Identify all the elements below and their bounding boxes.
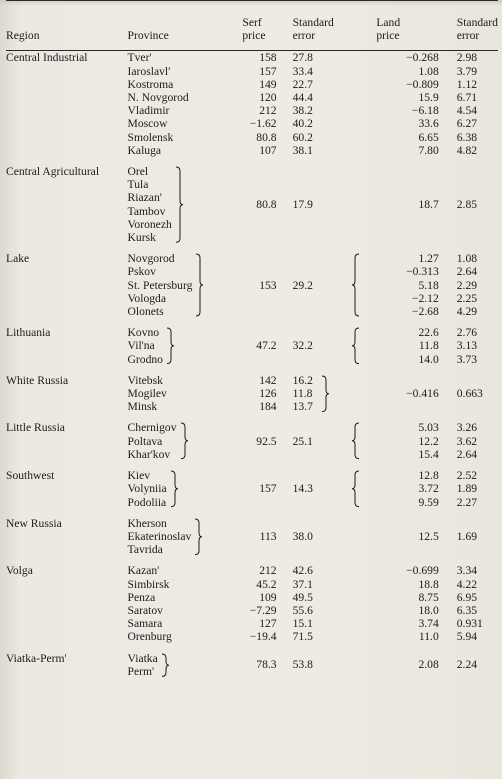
land-standard-error-cell: 2.98 — [456, 51, 478, 65]
land-price-cell: 15.4 — [418, 447, 439, 461]
table-body — [6, 51, 498, 678]
province-cell: Viatka — [127, 651, 158, 665]
serf-standard-error-cell: 14.3 — [292, 482, 313, 496]
region-cell — [6, 104, 128, 117]
region-cell — [6, 543, 128, 556]
land-standard-error-cell: 3.62 — [456, 434, 478, 448]
table-row — [6, 51, 498, 65]
land-standard-error-cell: 5.94 — [456, 630, 478, 644]
table-row — [6, 131, 498, 144]
province-cell: Kaluga — [127, 143, 162, 157]
serf-standard-error-cell: 60.2 — [292, 130, 313, 144]
land-price-cell: 18.0 — [418, 603, 439, 617]
land-price-cell: 22.6 — [418, 326, 439, 340]
land-standard-error-cell: 2.52 — [456, 469, 478, 483]
serf-standard-error-cell: 33.4 — [292, 64, 313, 78]
region-cell — [6, 578, 128, 591]
serf-standard-error-cell: 38.1 — [292, 143, 313, 157]
group-spacer — [6, 556, 498, 564]
serf-standard-error-cell: 71.5 — [292, 630, 313, 644]
region-cell — [6, 604, 128, 617]
serf-price-cell: 184 — [259, 400, 277, 414]
table-row — [6, 326, 498, 339]
province-cell: Pskov — [127, 265, 156, 279]
serf-standard-error-cell: 53.8 — [292, 658, 313, 672]
land-price-cell: 5.18 — [418, 278, 439, 292]
land-price-cell: −0.313 — [406, 265, 439, 279]
province-cell: Tula — [127, 178, 149, 192]
land-standard-error-cell: 6.38 — [456, 130, 478, 144]
header-serf-standard-error: Standard — [292, 16, 334, 29]
land-standard-error-cell: 2.24 — [456, 658, 478, 672]
region-cell — [6, 144, 128, 157]
land-standard-error-cell: 3.73 — [456, 352, 478, 366]
header-region: Region — [6, 29, 128, 51]
region-cell: Lithuania — [6, 326, 51, 340]
region-cell — [6, 65, 128, 78]
region-cell — [6, 279, 128, 292]
serf-price-cell: 47.2 — [256, 339, 277, 353]
land-standard-error-cell: 1.12 — [456, 77, 478, 91]
province-cell: Samara — [127, 617, 163, 631]
serf-standard-error-cell: 38.2 — [292, 104, 313, 118]
serf-standard-error-cell: 11.8 — [292, 387, 313, 401]
land-price-cell: 1.27 — [418, 252, 439, 266]
table-row — [6, 469, 498, 482]
land-price-cell: 18.7 — [418, 198, 439, 212]
land-price-cell: 1.08 — [418, 64, 439, 78]
land-price-cell: 8.75 — [418, 590, 439, 604]
province-cell: Volyniia — [127, 482, 167, 496]
province-cell: Podoliia — [127, 495, 167, 509]
group-spacer — [6, 461, 498, 469]
serf-standard-error-cell: 25.1 — [292, 434, 313, 448]
group-spacer — [6, 157, 498, 165]
header-row-2 — [6, 29, 498, 51]
land-price-cell: 3.74 — [418, 617, 439, 631]
land-standard-error-cell: 2.64 — [456, 447, 478, 461]
table-row — [6, 117, 498, 130]
land-price-cell: 9.59 — [418, 495, 439, 509]
land-price-cell: −2.12 — [411, 291, 439, 305]
region-cell — [6, 630, 128, 643]
land-standard-error-cell: 6.27 — [456, 117, 478, 131]
province-cell: Olonets — [127, 305, 164, 319]
land-standard-error-cell: 6.71 — [456, 91, 478, 105]
serf-price-cell: 212 — [259, 104, 277, 118]
serf-price-cell: 153 — [259, 278, 277, 292]
land-price-cell: 11.0 — [418, 630, 439, 644]
serf-standard-error-cell: 55.6 — [292, 603, 313, 617]
land-price-cell: 15.9 — [418, 91, 439, 105]
land-standard-error-cell: 6.95 — [456, 590, 478, 604]
region-cell: Central Agricultural — [6, 165, 100, 179]
province-cell: Kazan' — [127, 564, 160, 578]
header-land-price-line2: price — [348, 29, 448, 51]
land-price-cell: 33.6 — [418, 117, 439, 131]
serf-standard-error-cell: 44.4 — [292, 91, 313, 105]
serf-price-cell: 107 — [259, 143, 277, 157]
table-row — [6, 591, 498, 604]
serf-price-cell: 126 — [259, 387, 277, 401]
land-standard-error-cell: 4.29 — [456, 305, 478, 319]
group-spacer — [6, 413, 498, 421]
region-cell — [6, 78, 128, 91]
region-cell: White Russia — [6, 373, 69, 387]
land-price-cell: 6.65 — [418, 130, 439, 144]
serf-price-cell: 157 — [259, 482, 277, 496]
table-row — [6, 604, 498, 617]
land-price-cell: 7.80 — [418, 143, 439, 157]
land-standard-error-cell: 4.82 — [456, 143, 478, 157]
land-standard-error-cell: 2.85 — [456, 198, 478, 212]
province-cell: Riazan' — [127, 191, 162, 205]
serf-land-price-table — [6, 0, 498, 678]
serf-price-cell: 158 — [259, 51, 277, 65]
serf-standard-error-cell: 13.7 — [292, 400, 313, 414]
table-row — [6, 578, 498, 591]
serf-price-cell: −19.4 — [249, 630, 277, 644]
region-cell: Viatka-Perm' — [6, 651, 67, 665]
land-standard-error-cell: 1.89 — [456, 482, 478, 496]
province-cell: Moscow — [127, 117, 168, 131]
land-price-cell: −0.699 — [406, 564, 439, 578]
region-cell — [6, 205, 128, 218]
header-serf-price: Serf — [242, 16, 262, 29]
province-cell: Iaroslavl' — [127, 64, 171, 78]
province-cell: Vologda — [127, 291, 166, 305]
province-cell: Vladimir — [127, 104, 170, 118]
region-cell — [6, 665, 128, 678]
serf-standard-error-cell: 22.7 — [292, 77, 313, 91]
province-cell: Grodno — [127, 352, 163, 366]
province-cell: Minsk — [127, 400, 158, 414]
region-cell — [6, 131, 128, 144]
serf-price-cell: 113 — [259, 529, 277, 543]
table-row — [6, 78, 498, 91]
region-cell — [6, 387, 128, 400]
province-cell: Kursk — [127, 231, 156, 245]
region-cell — [6, 400, 128, 413]
table-row — [6, 617, 498, 630]
header-land-price: Land — [376, 16, 401, 29]
province-cell: Kovno — [127, 326, 160, 340]
header-row-1 — [6, 16, 498, 29]
province-cell: Kherson — [127, 516, 167, 530]
land-standard-error-cell: 3.34 — [456, 564, 478, 578]
land-price-cell: 5.03 — [418, 421, 439, 435]
serf-price-cell: 127 — [259, 617, 277, 631]
serf-standard-error-cell: 37.1 — [292, 577, 313, 591]
serf-standard-error-cell: 17.9 — [292, 198, 313, 212]
region-cell: Southwest — [6, 469, 55, 483]
table-row — [6, 421, 498, 434]
province-cell: N. Novgorod — [127, 91, 189, 105]
serf-standard-error-cell: 15.1 — [292, 617, 313, 631]
land-price-cell: −0.416 — [406, 387, 439, 401]
group-spacer — [6, 366, 498, 374]
table-row — [6, 104, 498, 117]
serf-price-cell: 80.8 — [256, 198, 277, 212]
region-cell — [6, 617, 128, 630]
land-price-cell: 18.8 — [418, 577, 439, 591]
header-land-standard-error: Standard — [456, 16, 498, 29]
land-standard-error-cell: 3.13 — [456, 339, 478, 353]
region-cell — [6, 353, 128, 366]
group-spacer — [6, 509, 498, 517]
province-cell: Smolensk — [127, 130, 174, 144]
land-standard-error-cell: 0.931 — [456, 617, 483, 631]
table-row — [6, 165, 498, 178]
serf-price-cell: 45.2 — [256, 577, 277, 591]
serf-price-cell: 212 — [259, 564, 277, 578]
region-cell — [6, 496, 128, 509]
serf-price-cell: 120 — [259, 91, 277, 105]
province-cell: Tver' — [127, 51, 152, 65]
serf-price-cell: 157 — [259, 64, 277, 78]
land-standard-error-cell: 2.29 — [456, 278, 478, 292]
table-row — [6, 374, 498, 387]
region-cell — [6, 91, 128, 104]
region-cell: Little Russia — [6, 421, 65, 435]
region-cell — [6, 265, 128, 278]
region-cell: Volga — [6, 564, 33, 578]
table-top-rule — [6, 1, 498, 17]
serf-price-cell: 78.3 — [256, 658, 277, 672]
group-spacer — [6, 318, 498, 326]
serf-price-cell: 142 — [259, 373, 277, 387]
header-land-standard-error-line2: error — [449, 29, 498, 51]
province-cell: Poltava — [127, 434, 163, 448]
header-province: Province — [128, 29, 239, 51]
province-cell: Perm' — [127, 664, 155, 678]
land-standard-error-cell: 0.663 — [456, 387, 483, 401]
province-cell: Tavrida — [127, 543, 163, 557]
province-cell: Novgorod — [127, 252, 175, 266]
serf-standard-error-cell: 38.0 — [292, 529, 313, 543]
region-cell — [6, 218, 128, 231]
region-cell: New Russia — [6, 516, 62, 530]
serf-standard-error-cell: 27.8 — [292, 51, 313, 65]
province-cell: Penza — [127, 590, 156, 604]
land-standard-error-cell: 2.64 — [456, 265, 478, 279]
serf-price-cell: −7.29 — [249, 603, 277, 617]
table-row — [6, 252, 498, 265]
region-cell — [6, 231, 128, 244]
province-cell: Tambov — [127, 204, 166, 218]
land-price-cell: 14.0 — [418, 352, 439, 366]
table-row — [6, 91, 498, 104]
province-cell: Orenburg — [127, 630, 172, 644]
table-row — [6, 144, 498, 157]
serf-standard-error-cell: 16.2 — [292, 373, 313, 387]
land-standard-error-cell: 3.79 — [456, 64, 478, 78]
land-standard-error-cell: 2.27 — [456, 495, 478, 509]
land-price-cell: −0.809 — [406, 77, 439, 91]
land-standard-error-cell: 6.35 — [456, 603, 478, 617]
header-serf-standard-error-line2: error — [285, 29, 349, 51]
group-spacer — [6, 244, 498, 252]
land-price-cell: 12.8 — [418, 469, 439, 483]
province-cell: Voronezh — [127, 217, 172, 231]
table-row — [6, 517, 498, 530]
table-row — [6, 630, 498, 643]
region-cell — [6, 482, 128, 495]
province-cell: Kiev — [127, 469, 151, 483]
serf-price-cell: 80.8 — [256, 130, 277, 144]
region-cell — [6, 448, 128, 461]
land-price-cell: −6.18 — [411, 104, 439, 118]
serf-price-cell: 109 — [259, 590, 277, 604]
land-price-cell: −0.268 — [406, 51, 439, 65]
region-cell: Lake — [6, 252, 30, 266]
land-price-cell: −2.68 — [411, 305, 439, 319]
region-cell — [6, 305, 128, 318]
region-cell: Central Industrial — [6, 51, 88, 65]
land-standard-error-cell: 1.08 — [456, 252, 478, 266]
province-cell: Mogilev — [127, 387, 167, 401]
serf-price-cell: −1.62 — [249, 117, 277, 131]
region-cell — [6, 530, 128, 543]
region-cell — [6, 435, 128, 448]
land-price-cell: 2.08 — [418, 658, 439, 672]
land-price-cell: 12.2 — [418, 434, 439, 448]
province-cell: Vitebsk — [127, 373, 163, 387]
group-spacer — [6, 644, 498, 652]
header-serf-price-line2: price — [238, 29, 284, 51]
province-cell: Chernigov — [127, 421, 177, 435]
land-standard-error-cell: 4.54 — [456, 104, 478, 118]
serf-price-cell: 149 — [259, 77, 277, 91]
province-cell: Saratov — [127, 603, 163, 617]
land-standard-error-cell: 1.69 — [456, 529, 478, 543]
serf-standard-error-cell: 49.5 — [292, 590, 313, 604]
land-standard-error-cell: 2.76 — [456, 326, 478, 340]
land-standard-error-cell: 2.25 — [456, 291, 478, 305]
province-cell: St. Petersburg — [127, 278, 193, 292]
region-cell — [6, 339, 128, 352]
table-row — [6, 564, 498, 577]
province-cell: Ekaterinoslav — [127, 529, 192, 543]
land-price-cell: 12.5 — [418, 529, 439, 543]
serf-standard-error-cell: 29.2 — [292, 278, 313, 292]
land-standard-error-cell: 4.22 — [456, 577, 478, 591]
region-cell — [6, 178, 128, 191]
serf-standard-error-cell: 42.6 — [292, 564, 313, 578]
province-cell: Kostroma — [127, 77, 174, 91]
region-cell — [6, 292, 128, 305]
table-row — [6, 652, 498, 665]
region-cell — [6, 191, 128, 204]
serf-standard-error-cell: 32.2 — [292, 339, 313, 353]
land-standard-error-cell: 3.26 — [456, 421, 478, 435]
province-cell: Simbirsk — [127, 577, 170, 591]
province-cell: Khar'kov — [127, 447, 171, 461]
land-price-cell: 11.8 — [418, 339, 439, 353]
table-row — [6, 65, 498, 78]
province-cell: Orel — [127, 165, 149, 179]
land-price-cell: 3.72 — [418, 482, 439, 496]
region-cell — [6, 117, 128, 130]
serf-standard-error-cell: 40.2 — [292, 117, 313, 131]
serf-price-cell: 92.5 — [256, 434, 277, 448]
province-cell: Vil'na — [127, 339, 155, 353]
region-cell — [6, 591, 128, 604]
